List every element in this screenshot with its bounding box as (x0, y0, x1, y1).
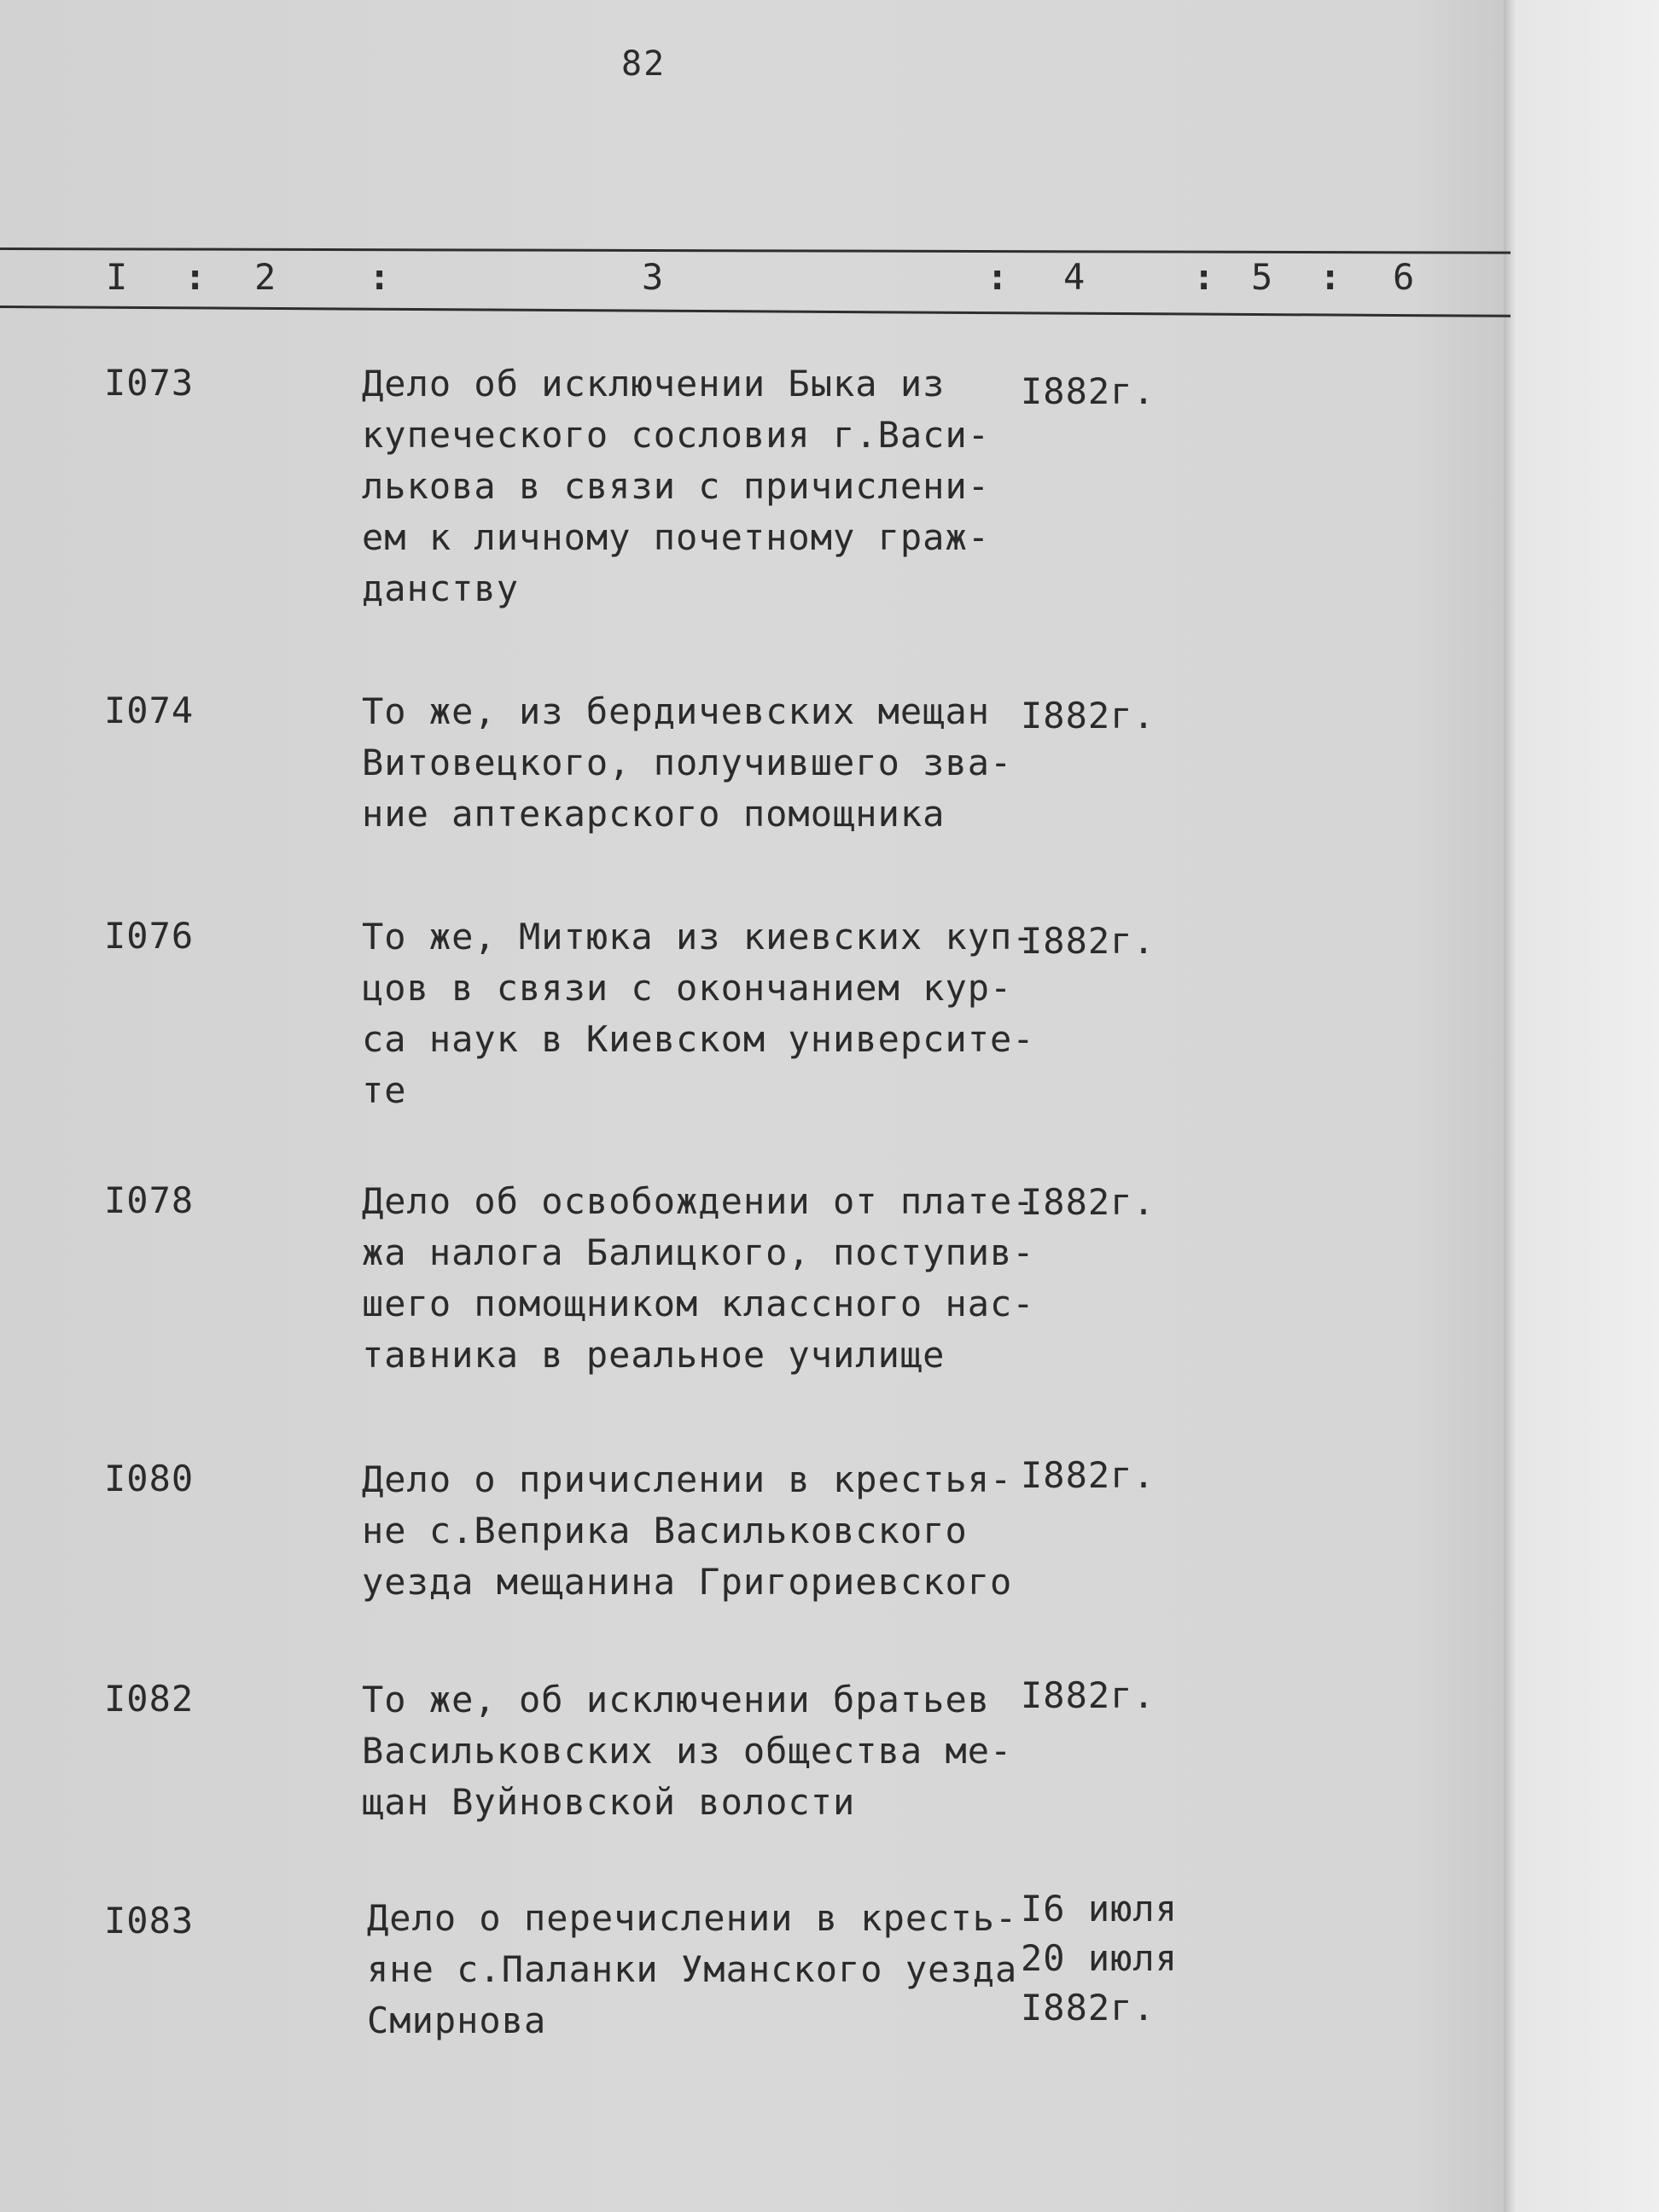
entry-line: шего помощником классного нас- (362, 1283, 1035, 1324)
entry-line: Дело об освобождении от плате- (362, 1180, 1035, 1222)
page-edge-shadow (1504, 0, 1659, 2212)
entry-number: I082 (104, 1678, 195, 1720)
entry-line: ние аптекарского помощника (362, 793, 946, 835)
entry-line: То же, из бердичевских мещан (362, 690, 991, 732)
entry-description (362, 358, 1010, 614)
page-number: 82 (621, 44, 667, 84)
entry-date-line: I882г. (1021, 1674, 1155, 1716)
entry-date-line: 20 июля (1021, 1937, 1179, 1979)
entry-line: не с.Веприка Васильковского (362, 1510, 968, 1551)
entry-line: Витовецкого, получившего зва- (362, 742, 1013, 783)
entry-description (362, 1176, 1035, 1381)
entry-date (1021, 1178, 1155, 1227)
header-separator-4: : (1193, 256, 1215, 298)
entry-date-line: I6 июля (1021, 1888, 1179, 1930)
entry-date (1021, 1884, 1178, 2033)
entry-line: яне с.Паланки Уманского уезда (367, 1948, 1018, 1990)
entry-line: са наук в Киевском университе- (362, 1018, 1035, 1060)
header-col-2: 2 (254, 256, 276, 298)
entry-number: I080 (104, 1458, 195, 1499)
entry-date (1021, 367, 1155, 416)
entry-date-line: I882г. (1021, 1987, 1155, 2029)
entry-line: щан Вуйновской волости (362, 1781, 856, 1823)
entry-line: лькова в связи с причислени- (362, 465, 991, 507)
entry-description (362, 1674, 1013, 1828)
entry-number: I073 (104, 362, 195, 404)
entry-date-line: I882г. (1021, 1454, 1155, 1496)
entry-line: То же, об исключении братьев (362, 1679, 991, 1720)
entry-line: Васильковских из общества ме- (362, 1730, 1013, 1772)
header-separator-3: : (987, 256, 1009, 298)
entry-date (1021, 1451, 1155, 1500)
entry-date-line: I882г. (1021, 1181, 1155, 1223)
header-col-3: 3 (642, 256, 664, 298)
entry-date-line: I882г. (1021, 920, 1155, 962)
entry-line: То же, Митюка из киевских куп- (362, 916, 1035, 958)
header-col-4: 4 (1063, 256, 1086, 298)
entry-number: I083 (104, 1900, 195, 1941)
entry-line: те (362, 1069, 407, 1111)
entry-date-line: I882г. (1021, 370, 1155, 412)
entry-line: Дело о причислении в крестья- (362, 1458, 1013, 1500)
entry-line: уезда мещанина Григориевского (362, 1561, 1013, 1603)
entry-line: тавника в реальное училище (362, 1334, 946, 1376)
header-col-6: 6 (1393, 256, 1415, 298)
entry-line: цов в связи с окончанием кур- (362, 967, 1013, 1009)
entry-description (362, 1454, 1013, 1608)
entry-line: данству (362, 568, 520, 609)
entry-description (362, 911, 1035, 1116)
header-col-5: 5 (1251, 256, 1273, 298)
entry-date (1021, 917, 1155, 966)
header-rule-top (0, 247, 1511, 254)
header-separator-5: : (1319, 256, 1342, 298)
header-col-1: I (106, 256, 128, 298)
entry-line: купеческого сословия г.Васи- (362, 414, 991, 456)
entry-line: жа налога Балицкого, поступив- (362, 1231, 1035, 1273)
entry-description (367, 1893, 1016, 2046)
entry-date (1021, 1671, 1155, 1720)
header-separator-2: : (369, 256, 391, 298)
entry-number: I078 (104, 1179, 195, 1221)
entry-line: ем к личному почетному граж- (362, 516, 991, 558)
entry-number: I076 (104, 915, 195, 957)
header-rule-bottom (0, 306, 1511, 317)
entry-date (1021, 691, 1155, 741)
header-separator-1: : (184, 256, 207, 298)
entry-number: I074 (104, 690, 195, 731)
entry-date-line: I882г. (1021, 695, 1155, 736)
entry-line: Дело об исключении Быка из (362, 363, 946, 405)
entry-description (362, 686, 1013, 840)
entry-line: Смирнова (367, 2000, 547, 2041)
entry-line: Дело о перечислении в кресть- (367, 1897, 1018, 1939)
